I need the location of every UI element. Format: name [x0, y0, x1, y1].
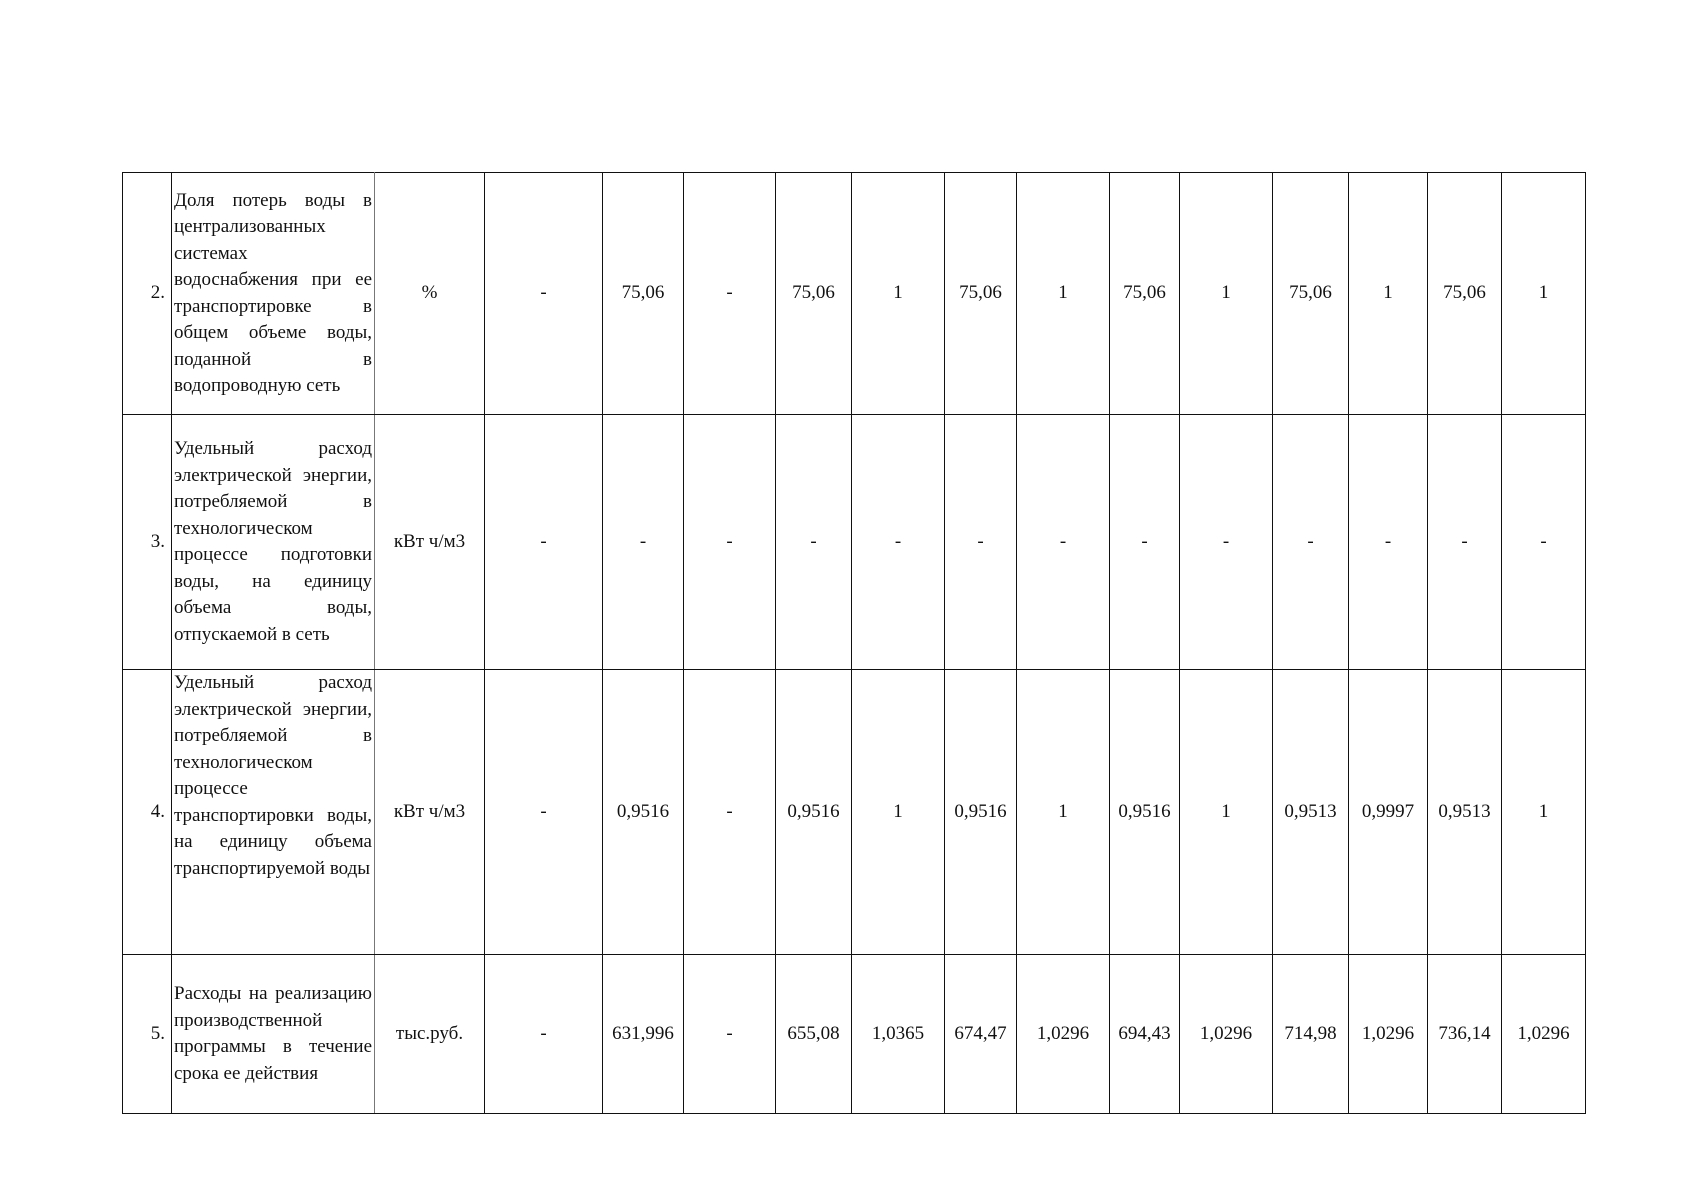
row-value: 631,996 [603, 955, 684, 1114]
row-value: 1,0296 [1017, 955, 1110, 1114]
row-value: 736,14 [1428, 955, 1502, 1114]
table-row [123, 173, 1586, 415]
row-description: Удельный расход электрической энергии, потребляемой в технологическом процессе транспортировки воды, на единицу объема транспортируемой воды [172, 670, 375, 955]
table-row [123, 415, 1586, 670]
row-unit: кВт ч/м3 [375, 415, 485, 670]
row-value: - [776, 415, 852, 670]
indicators-table [122, 172, 1586, 1114]
row-number: 5. [123, 955, 172, 1114]
row-value: 0,9513 [1428, 670, 1502, 955]
row-value: 1 [852, 670, 945, 955]
row-unit: тыс.руб. [375, 955, 485, 1114]
row-value: 75,06 [603, 173, 684, 415]
row-value: 1 [852, 173, 945, 415]
row-value: 1 [1017, 670, 1110, 955]
row-value: 0,9516 [1110, 670, 1180, 955]
row-value: 0,9513 [1273, 670, 1349, 955]
row-number: 4. [123, 670, 172, 955]
row-value: 1 [1017, 173, 1110, 415]
row-value: - [1110, 415, 1180, 670]
row-description: Расходы на реализацию производственной программы в течение срока ее действия [172, 955, 375, 1114]
row-number: 3. [123, 415, 172, 670]
row-unit: кВт ч/м3 [375, 670, 485, 955]
row-value: 694,43 [1110, 955, 1180, 1114]
row-value: 674,47 [945, 955, 1017, 1114]
row-value: 1 [1180, 173, 1273, 415]
row-value: 1,0365 [852, 955, 945, 1114]
row-value: 75,06 [1110, 173, 1180, 415]
row-value: 1 [1502, 173, 1586, 415]
row-value: 1 [1349, 173, 1428, 415]
row-value: - [485, 173, 603, 415]
row-value: 0,9516 [945, 670, 1017, 955]
row-value: - [1502, 415, 1586, 670]
row-description: Удельный расход электрической энергии, потребляемой в технологическом процессе подготовки воды, на единицу объема воды, отпускаемой в сеть [172, 415, 375, 670]
row-value: 1,0296 [1502, 955, 1586, 1114]
row-value: - [603, 415, 684, 670]
row-value: - [684, 415, 776, 670]
row-value: 1,0296 [1349, 955, 1428, 1114]
table-row [123, 955, 1586, 1114]
row-value: 0,9997 [1349, 670, 1428, 955]
row-value: - [485, 415, 603, 670]
row-value: 75,06 [945, 173, 1017, 415]
row-value: 655,08 [776, 955, 852, 1114]
row-value: - [945, 415, 1017, 670]
row-value: - [684, 670, 776, 955]
row-value: 0,9516 [603, 670, 684, 955]
row-value: 1 [1502, 670, 1586, 955]
row-description: Доля потерь воды в централизованных системах водоснабжения при ее транспортировке в общем объеме воды, поданной в водопроводную сеть [172, 173, 375, 415]
row-value: 1 [1180, 670, 1273, 955]
row-value: 714,98 [1273, 955, 1349, 1114]
row-value: - [684, 955, 776, 1114]
row-value: 1,0296 [1180, 955, 1273, 1114]
row-value: - [852, 415, 945, 670]
table-row [123, 670, 1586, 955]
row-value: - [485, 670, 603, 955]
row-value: 75,06 [776, 173, 852, 415]
row-value: 75,06 [1428, 173, 1502, 415]
row-value: 75,06 [1273, 173, 1349, 415]
row-value: 0,9516 [776, 670, 852, 955]
row-number: 2. [123, 173, 172, 415]
row-value: - [1428, 415, 1502, 670]
row-value: - [485, 955, 603, 1114]
row-value: - [1017, 415, 1110, 670]
row-value: - [1349, 415, 1428, 670]
row-value: - [1180, 415, 1273, 670]
row-unit: % [375, 173, 485, 415]
row-value: - [1273, 415, 1349, 670]
row-value: - [684, 173, 776, 415]
